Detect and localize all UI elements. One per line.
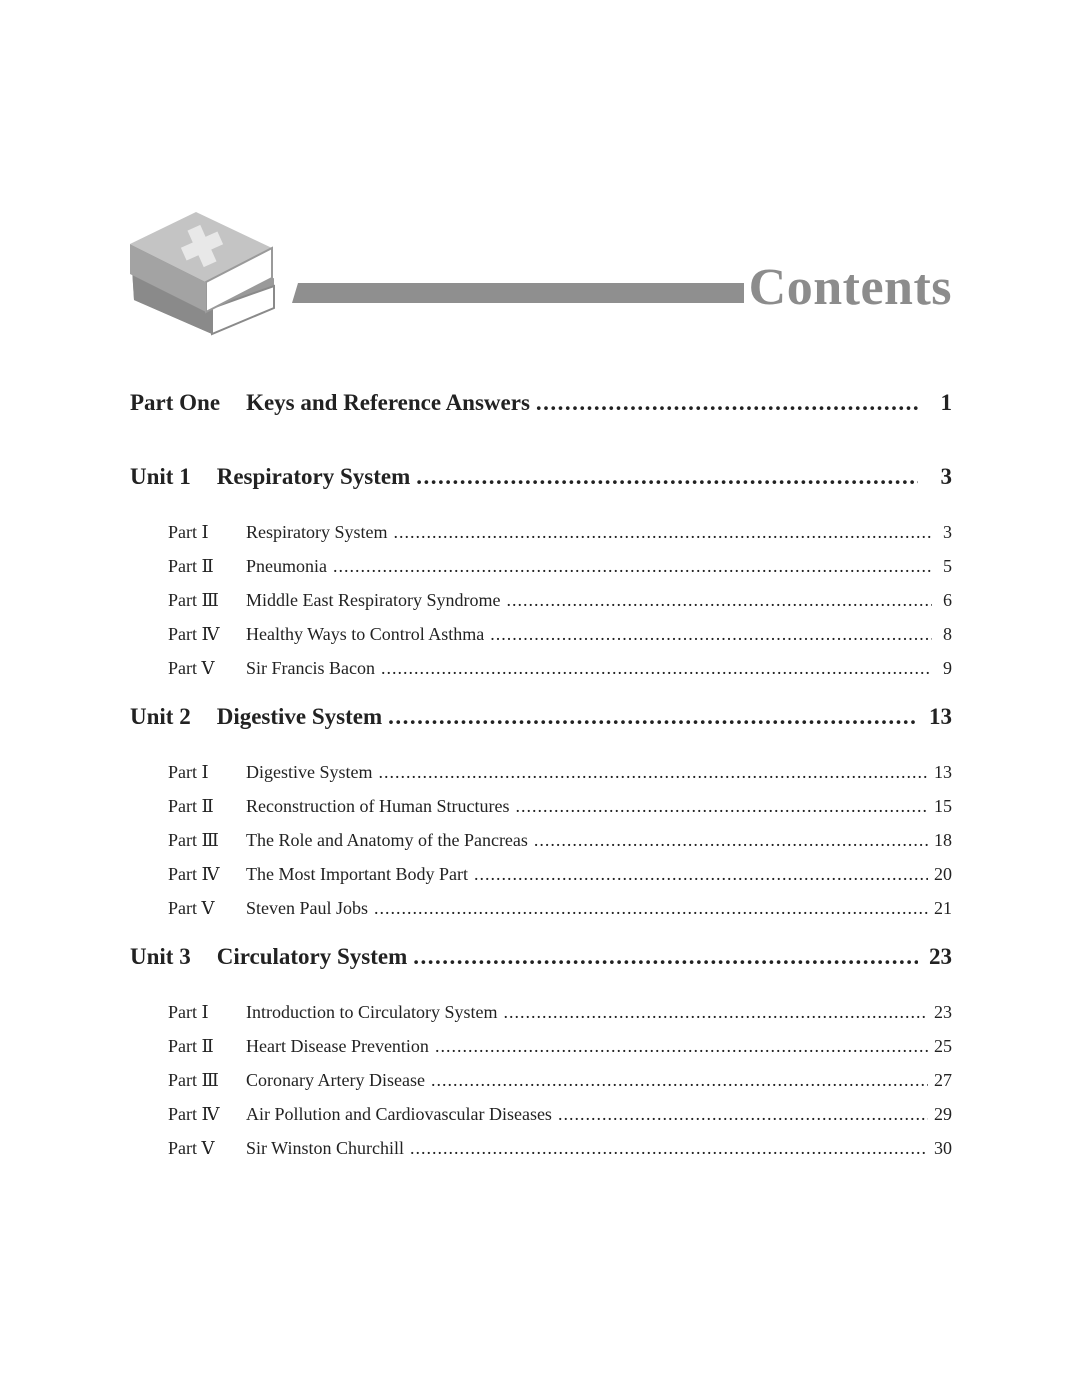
dot-leader: [374, 898, 928, 919]
entry-title: Digestive System: [216, 704, 383, 729]
entry-title: Heart Disease Prevention: [246, 1036, 429, 1056]
entry-number: Part Ⅰ: [168, 762, 209, 782]
dot-leader: [410, 1138, 928, 1159]
entry-number: Part Ⅰ: [168, 522, 209, 542]
entry-title: Air Pollution and Cardiovascular Diseases: [246, 1104, 552, 1124]
toc-entry-part[interactable]: [130, 624, 952, 658]
entry-page: 21: [934, 898, 952, 918]
entry-title: Middle East Respiratory Syndrome: [246, 590, 501, 610]
medical-book-stack-icon: [126, 208, 278, 336]
dot-leader: [416, 464, 918, 490]
toc-entry-part-one[interactable]: [130, 390, 952, 434]
toc-entry-part[interactable]: [130, 556, 952, 590]
toc-entry-part[interactable]: [130, 796, 952, 830]
table-of-contents: [130, 390, 952, 1172]
toc-entry-part[interactable]: [130, 590, 952, 624]
toc-entry-part[interactable]: [130, 864, 952, 898]
entry-page: 13: [929, 704, 952, 729]
entry-number: Part Ⅱ: [168, 796, 214, 816]
toc-entry-unit-2[interactable]: [130, 704, 952, 748]
entry-number: Part Ⅱ: [168, 556, 214, 576]
dot-leader: [388, 704, 918, 730]
toc-entry-unit-1[interactable]: [130, 464, 952, 508]
entry-title: Steven Paul Jobs: [246, 898, 369, 918]
entry-page: 18: [934, 830, 952, 850]
dot-leader: [413, 944, 918, 970]
entry-page: 6: [943, 590, 952, 610]
entry-page: 3: [943, 522, 952, 542]
dot-leader: [333, 556, 932, 577]
entry-number: Part Ⅴ: [168, 898, 215, 918]
dot-leader: [381, 658, 932, 679]
entry-number: Unit 2: [130, 704, 191, 729]
contents-header: [0, 0, 1083, 360]
entry-title: Keys and Reference Answers: [246, 390, 530, 415]
dot-leader: [534, 830, 928, 851]
toc-entry-part[interactable]: [130, 1036, 952, 1070]
toc-entry-part[interactable]: [130, 1104, 952, 1138]
toc-entry-part[interactable]: [130, 522, 952, 556]
toc-entry-part[interactable]: [130, 830, 952, 864]
toc-entry-part[interactable]: [130, 898, 952, 932]
entry-page: 8: [943, 624, 952, 644]
entry-title: Coronary Artery Disease: [246, 1070, 425, 1090]
entry-number: Unit 1: [130, 464, 191, 489]
dot-leader: [515, 796, 928, 817]
dot-leader: [431, 1070, 928, 1091]
entry-page: 5: [943, 556, 952, 576]
entry-page: 27: [934, 1070, 952, 1090]
dot-leader: [558, 1104, 928, 1125]
entry-title: Respiratory System: [216, 464, 411, 489]
entry-number: Part One: [130, 390, 221, 415]
entry-page: 23: [934, 1002, 952, 1022]
entry-number: Part Ⅳ: [168, 624, 220, 644]
entry-page: 15: [934, 796, 952, 816]
toc-entry-part[interactable]: [130, 1002, 952, 1036]
entry-title: Sir Winston Churchill: [246, 1138, 404, 1158]
dot-leader: [435, 1036, 928, 1057]
entry-title: Healthy Ways to Control Asthma: [246, 624, 485, 644]
entry-title: Introduction to Circulatory System: [246, 1002, 498, 1022]
dot-leader: [490, 624, 932, 645]
entry-page: 25: [934, 1036, 952, 1056]
entry-number: Part Ⅲ: [168, 830, 219, 850]
entry-page: 3: [940, 464, 952, 489]
toc-entry-part[interactable]: [130, 658, 952, 692]
entry-number: Unit 3: [130, 944, 191, 969]
toc-entry-part[interactable]: [130, 1138, 952, 1172]
entry-title: Sir Francis Bacon: [246, 658, 375, 678]
dot-leader: [379, 762, 929, 783]
entry-title: Pneumonia: [246, 556, 327, 576]
page-title: Contents: [748, 259, 952, 316]
toc-entry-part[interactable]: [130, 762, 952, 796]
toc-entry-part[interactable]: [130, 1070, 952, 1104]
entry-title: Reconstruction of Human Structures: [246, 796, 510, 816]
entry-title: Respiratory System: [246, 522, 388, 542]
entry-title: The Role and Anatomy of the Pancreas: [246, 830, 528, 850]
entry-number: Part Ⅴ: [168, 1138, 215, 1158]
dot-leader: [474, 864, 928, 885]
entry-page: 13: [934, 762, 952, 782]
entry-number: Part Ⅳ: [168, 864, 220, 884]
entry-title: Circulatory System: [216, 944, 408, 969]
dot-leader: [506, 590, 932, 611]
entry-page: 9: [943, 658, 952, 678]
entry-number: Part Ⅲ: [168, 1070, 219, 1090]
entry-number: Part Ⅱ: [168, 1036, 214, 1056]
entry-title: The Most Important Body Part: [246, 864, 468, 884]
entry-page: 1: [940, 390, 952, 415]
entry-page: 29: [934, 1104, 952, 1124]
entry-page: 23: [929, 944, 952, 969]
entry-number: Part Ⅲ: [168, 590, 219, 610]
entry-number: Part Ⅳ: [168, 1104, 220, 1124]
dot-leader: [536, 390, 918, 416]
dot-leader: [503, 1002, 928, 1023]
dot-leader: [394, 522, 933, 543]
entry-number: Part Ⅰ: [168, 1002, 209, 1022]
entry-page: 30: [934, 1138, 952, 1158]
entry-title: Digestive System: [246, 762, 373, 782]
entry-page: 20: [934, 864, 952, 884]
title-rule-bar: [292, 283, 744, 303]
entry-number: Part Ⅴ: [168, 658, 215, 678]
toc-entry-unit-3[interactable]: [130, 944, 952, 988]
